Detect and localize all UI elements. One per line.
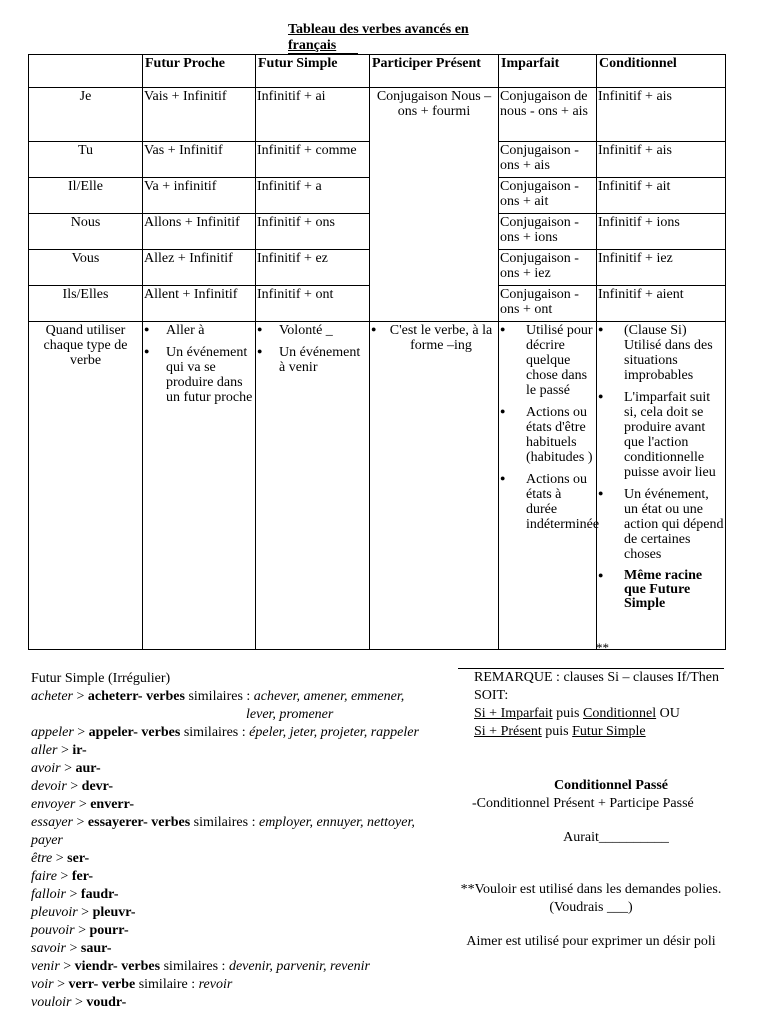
infinitive: aller xyxy=(31,743,58,758)
future-stem: pleuvr- xyxy=(92,905,136,920)
irregular-verb-line: envoyer > enverr- xyxy=(31,797,135,812)
infinitive: envoyer xyxy=(31,797,76,812)
pronoun-cell: Il/Elle xyxy=(29,178,143,214)
conditionnel-cell: Infinitif + ais xyxy=(597,142,726,178)
conditionnel-cell: Infinitif + aient xyxy=(597,286,726,322)
row-usage xyxy=(29,322,726,650)
infinitive: essayer xyxy=(31,815,73,830)
usage-bullet: ● Aller à xyxy=(144,323,254,338)
irregular-verb-line: essayer > essayerer- verbes similaires : employer, ennuyer, nettoyer, xyxy=(31,815,415,830)
similar-verbs: revoir xyxy=(198,977,233,992)
futur-proche-cell: Vas + Infinitif xyxy=(143,142,256,178)
future-stem: ser- xyxy=(67,851,90,866)
header-futur-proche: Futur Proche xyxy=(143,55,256,88)
irregular-verb-line: acheter > acheterr- verbes similaires : achever, amener, emmener, xyxy=(31,689,405,704)
ou-word: OU xyxy=(659,706,680,721)
usage-conditionnel-cell xyxy=(597,322,726,650)
irregular-verb-line: vouloir > voudr- xyxy=(31,995,127,1010)
participe-present-cell: Conjugaison Nous – ons + fourmi xyxy=(370,88,499,322)
future-stem: voudr- xyxy=(86,995,127,1010)
irregular-verb-line: savoir > saur- xyxy=(31,941,112,956)
future-stem: ir- xyxy=(72,743,87,758)
conditionnel-cell: Infinitif + iez xyxy=(597,250,726,286)
usage-bullet: ● Volonté _ xyxy=(257,323,368,338)
similar-verbs: épeler, jeter, projeter, rappeler xyxy=(249,725,419,740)
remarque-rule-1 xyxy=(458,705,724,723)
header-futur-simple: Futur Simple xyxy=(256,55,370,88)
remarque-section xyxy=(458,668,724,951)
conditionnel-cell: Infinitif + ions xyxy=(597,214,726,250)
irregular-verb-line: aller > ir- xyxy=(31,743,87,758)
puis-word: puis xyxy=(545,724,569,739)
future-stem: essayerer- xyxy=(87,815,148,830)
similar-label: verbes xyxy=(147,815,191,830)
infinitive: voir xyxy=(31,977,54,992)
header-participe-present: Participer Présent xyxy=(370,55,499,88)
irregular-verb-line: pouvoir > pourr- xyxy=(31,923,129,938)
similar-verbs-continued: lever, promener xyxy=(246,707,334,722)
document-title: Tableau des verbes avancés en français xyxy=(288,22,469,53)
futur-simple-word: Futur Simple xyxy=(572,724,646,739)
pronoun-cell: Je xyxy=(29,88,143,142)
future-stem: viendr- xyxy=(74,959,118,974)
irregular-verb-line: pleuvoir > pleuvr- xyxy=(31,905,136,920)
future-stem: pourr- xyxy=(89,923,129,938)
usage-bullet: ● Un événement, un état ou une action qui dépend de certaines choses xyxy=(598,487,724,562)
usage-bullet: ● Utilisé pour décrire quelque chose dans le passé xyxy=(500,323,595,398)
imparfait-cell: Conjugaison -ons + ions xyxy=(499,214,597,250)
irregular-verb-line: devoir > devr- xyxy=(31,779,114,794)
futur-simple-cell: Infinitif + a xyxy=(256,178,370,214)
usage-label-cell: Quand utiliser chaque type de verbe xyxy=(29,322,143,650)
similar-label: verbes xyxy=(142,689,185,704)
future-stem: devr- xyxy=(81,779,114,794)
imparfait-cell: Conjugaison -ons + ont xyxy=(499,286,597,322)
row-je xyxy=(29,88,726,142)
remarque-rule-2 xyxy=(458,723,724,741)
si-imparfait: Si + Imparfait xyxy=(474,706,553,721)
infinitive: acheter xyxy=(31,689,73,704)
pronoun-cell: Tu xyxy=(29,142,143,178)
futur-proche-cell: Allons + Infinitif xyxy=(143,214,256,250)
infinitive: pouvoir xyxy=(31,923,75,938)
irregular-section xyxy=(31,670,461,1012)
futur-simple-cell: Infinitif + ai xyxy=(256,88,370,142)
vouloir-note: **Vouloir est utilisé dans les demandes polies. (Voudrais ___) xyxy=(460,882,722,915)
usage-bullet: ● Un événement qui va se produire dans un futur proche xyxy=(144,345,254,405)
conditionnel-cell: Infinitif + ais xyxy=(597,88,726,142)
verb-table xyxy=(28,54,726,650)
pronoun-cell: Vous xyxy=(29,250,143,286)
similar-verbs-continued: payer xyxy=(31,833,63,848)
usage-futur-simple-cell xyxy=(256,322,370,650)
cond-passe-title: Conditionnel Passé xyxy=(554,778,668,793)
irregular-verb-line: venir > viendr- verbes similaires : devenir, parvenir, revenir xyxy=(31,959,370,974)
future-stem: verr- xyxy=(68,977,99,992)
similar-label: verbes xyxy=(117,959,161,974)
infinitive: être xyxy=(31,851,53,866)
future-stem: enverr- xyxy=(90,797,135,812)
header-empty xyxy=(29,55,143,88)
future-stem: appeler- xyxy=(88,725,138,740)
usage-bullet: ● C'est le verbe, à la forme –ing xyxy=(371,323,497,353)
usage-bullet: ● Actions ou états d'être habituels (habitudes ) xyxy=(500,405,595,465)
futur-proche-cell: Vais + Infinitif xyxy=(143,88,256,142)
conditionnel-cell: Infinitif + ait xyxy=(597,178,726,214)
infinitive: falloir xyxy=(31,887,67,902)
usage-bullet: ● Un événement à venir xyxy=(257,345,368,375)
usage-bullet: ● L'imparfait suit si, cela doit se produire avant que l'action conditionnelle puisse avoir lieu xyxy=(598,390,724,480)
similar-verbs: achever, amener, emmener, xyxy=(253,689,405,704)
header-conditionnel: Conditionnel xyxy=(597,55,726,88)
cond-passe-aurait: Aurait__________ xyxy=(563,830,669,845)
futur-simple-cell: Infinitif + comme xyxy=(256,142,370,178)
infinitive: vouloir xyxy=(31,995,72,1010)
irregular-heading: Futur Simple (Irrégulier) xyxy=(31,671,171,686)
header-row xyxy=(29,55,726,88)
irregular-verb-line: falloir > faudr- xyxy=(31,887,119,902)
infinitive: savoir xyxy=(31,941,66,956)
future-stem: faudr- xyxy=(80,887,119,902)
infinitive: venir xyxy=(31,959,60,974)
futur-simple-cell: Infinitif + ont xyxy=(256,286,370,322)
similar-verbs: devenir, parvenir, revenir xyxy=(228,959,370,974)
si-present: Si + Présent xyxy=(474,724,542,739)
pronoun-cell: Nous xyxy=(29,214,143,250)
irregular-verb-line: voir > verr- verbe similaire : revoir xyxy=(31,977,233,992)
future-stem: fer- xyxy=(71,869,94,884)
similar-label: verbes xyxy=(137,725,181,740)
irregular-verb-line: être > ser- xyxy=(31,851,90,866)
cond-passe-formula: -Conditionnel Présent + Participe Passé xyxy=(472,796,694,811)
usage-imparfait-cell xyxy=(499,322,600,650)
remarque-line: REMARQUE : clauses Si – clauses If/Then xyxy=(474,670,719,685)
puis-word: puis xyxy=(556,706,580,721)
infinitive: devoir xyxy=(31,779,67,794)
imparfait-cell: Conjugaison de nous - ons + ais xyxy=(499,88,597,142)
infinitive: appeler xyxy=(31,725,74,740)
similar-verbs: employer, ennuyer, nettoyer, xyxy=(258,815,415,830)
imparfait-cell: Conjugaison -ons + ait xyxy=(499,178,597,214)
usage-participe-cell xyxy=(370,322,499,650)
aimer-note: Aimer est utilisé pour exprimer un désir poli xyxy=(466,934,716,949)
irregular-verb-line: avoir > aur- xyxy=(31,761,101,776)
irregular-verb-line: appeler > appeler- verbes similaires : épeler, jeter, projeter, rappeler xyxy=(31,725,419,740)
future-stem: acheterr- xyxy=(87,689,143,704)
pronoun-cell: Ils/Elles xyxy=(29,286,143,322)
footnote-stars: ** xyxy=(596,640,609,655)
future-stem: saur- xyxy=(80,941,112,956)
imparfait-cell: Conjugaison -ons + iez xyxy=(499,250,597,286)
conditionnel-word: Conditionnel xyxy=(583,706,657,721)
infinitive: avoir xyxy=(31,761,61,776)
infinitive: pleuvoir xyxy=(31,905,78,920)
similar-label: verbe xyxy=(98,977,136,992)
usage-bullet: ● Même racine que Future Simple xyxy=(598,569,724,611)
irregular-verb-line: faire > fer- xyxy=(31,869,94,884)
usage-bullet: ● Actions ou états à durée indéterminée xyxy=(500,472,595,532)
usage-bullet: ● (Clause Si) Utilisé dans des situations improbables xyxy=(598,323,724,383)
future-stem: aur- xyxy=(75,761,101,776)
infinitive: faire xyxy=(31,869,57,884)
futur-simple-cell: Infinitif + ez xyxy=(256,250,370,286)
futur-simple-cell: Infinitif + ons xyxy=(256,214,370,250)
futur-proche-cell: Allez + Infinitif xyxy=(143,250,256,286)
remarque-soit: SOIT: xyxy=(474,688,509,703)
usage-futur-proche-cell xyxy=(143,322,256,650)
futur-proche-cell: Allent + Infinitif xyxy=(143,286,256,322)
imparfait-cell: Conjugaison -ons + ais xyxy=(499,142,597,178)
futur-proche-cell: Va + infinitif xyxy=(143,178,256,214)
irregular-list xyxy=(31,688,461,1012)
header-imparfait: Imparfait xyxy=(499,55,597,88)
